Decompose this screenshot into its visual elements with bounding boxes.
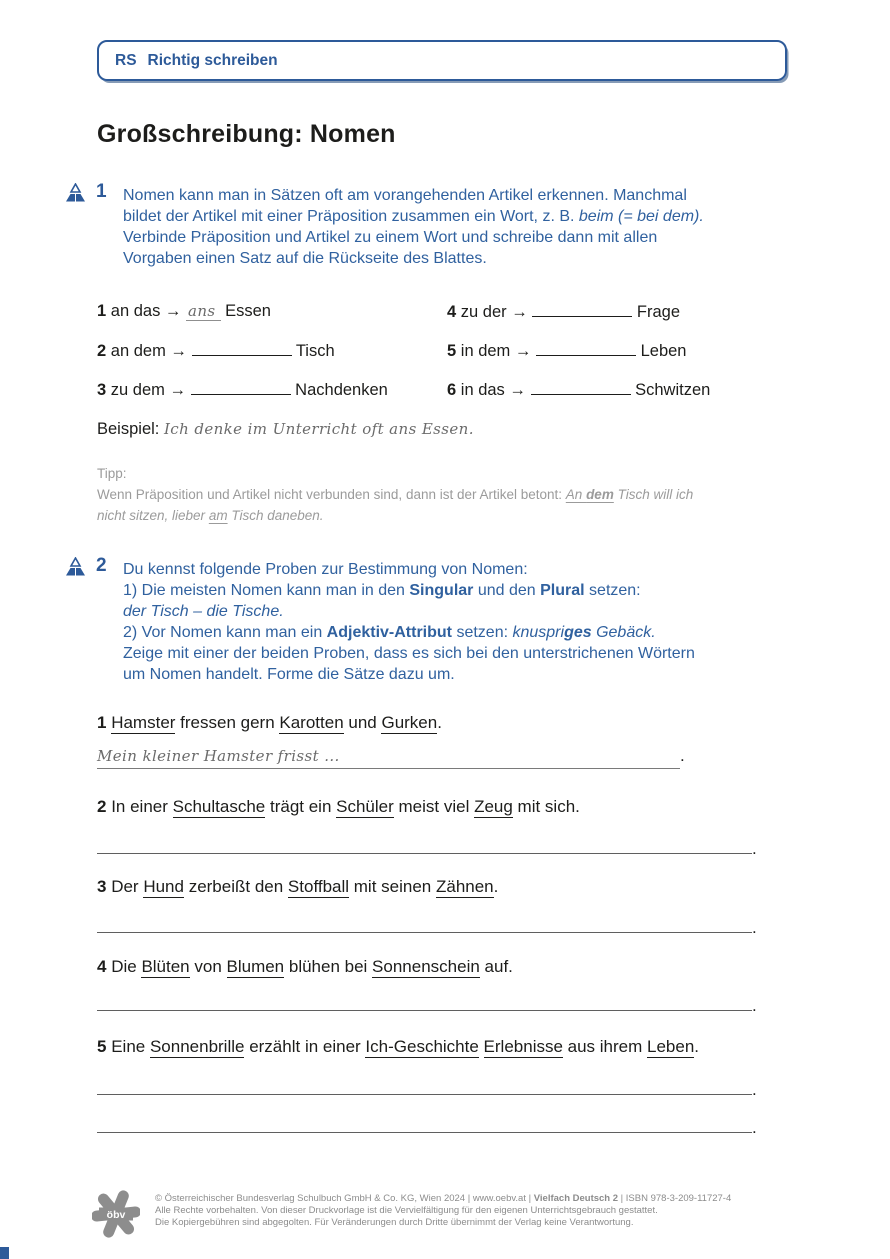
svg-text:öbv: öbv	[106, 1208, 126, 1221]
page-title: Großschreibung: Nomen	[97, 120, 396, 148]
subject-code: RS	[115, 51, 137, 69]
exercise1-item-1: 1 an das → ans Essen	[97, 302, 271, 320]
answer-line-1: Mein kleiner Hamster frisst ... .	[97, 746, 685, 769]
fill-blank	[531, 380, 631, 395]
sentence-1: 1 Hamster fressen gern Karotten und Gurken.	[97, 713, 442, 732]
task-1-number: 1	[96, 181, 107, 202]
difficulty-pyramid-icon	[63, 557, 88, 582]
instruction-line: der Tisch – die Tische.	[123, 603, 284, 620]
sentence-5: 5 Eine Sonnenbrille erzählt in einer Ich-Geschichte Erlebnisse aus ihrem Leben.	[97, 1037, 700, 1056]
instruction-line: Vorgaben einen Satz auf die Rückseite des Blattes.	[123, 250, 487, 267]
exercise1-item-5: 5 in dem → Leben	[447, 342, 687, 360]
arrow-right-icon: →	[511, 303, 528, 321]
instruction-line: Du kennst folgende Proben zur Bestimmung von Nomen:	[123, 561, 528, 578]
footer-line-2: Alle Rechte vorbehalten. Von dieser Druckvorlage ist die Vervielfältigung für den eigenen Unterrichtsgebrauch gestattet.	[155, 1204, 658, 1216]
footer-line-3: Die Kopiergebühren sind abgegolten. Für Veränderungen durch Dritte übernimmt der Verlag keine Verantwortung.	[155, 1216, 634, 1228]
example-row	[97, 420, 474, 439]
answer-line-3: .	[97, 918, 757, 938]
instruction-line: Nomen kann man in Sätzen oft am vorangehenden Artikel erkennen. Manchmal	[123, 187, 687, 204]
fill-blank	[532, 302, 632, 317]
example-handwriting: Ich denke im Unterricht oft ans Essen.	[163, 420, 474, 438]
example-label: Beispiel:	[97, 420, 160, 438]
oebv-logo	[92, 1188, 140, 1245]
instruction-line: Verbinde Präposition und Artikel zu einem Wort und schreibe dann mit allen	[123, 229, 658, 246]
filled-answer: ans	[186, 302, 221, 321]
exercise1-item-6: 6 in das → Schwitzen	[447, 381, 711, 399]
arrow-right-icon: →	[164, 302, 182, 320]
difficulty-pyramid-icon	[63, 183, 88, 208]
fill-blank	[192, 341, 292, 356]
task-1-instruction	[123, 185, 783, 269]
arrow-right-icon: →	[170, 342, 187, 360]
exercise1-item-3: 3 zu dem → Nachdenken	[97, 381, 388, 399]
subject-label: Richtig schreiben	[147, 51, 278, 69]
instruction-line: um Nomen handelt. Forme die Sätze dazu um.	[123, 666, 455, 683]
arrow-right-icon: →	[509, 381, 526, 399]
arrow-right-icon: →	[169, 381, 186, 399]
exercise1-item-4: 4 zu der → Frage	[447, 303, 681, 321]
tip-label: Tipp:	[97, 466, 127, 481]
instruction-line: 1) Die meisten Nomen kann man in den Singular und den Plural setzen:	[123, 582, 641, 599]
fill-blank	[191, 380, 291, 395]
instruction-line: 2) Vor Nomen kann man ein Adjektiv-Attribut setzen: knuspriges Gebäck.	[123, 624, 656, 641]
answer-line-2: .	[97, 839, 757, 859]
task-2-number: 2	[96, 555, 107, 576]
footer-copyright	[155, 1193, 731, 1228]
instruction-line: bildet der Artikel mit einer Präposition zusammen ein Wort, z. B. beim (= bei dem).	[123, 208, 704, 225]
header-badge	[97, 40, 787, 81]
footer-line-1: © Österreichischer Bundesverlag Schulbuch GmbH & Co. KG, Wien 2024 | www.oebv.at | Vielfach Deutsch 2 | ISBN 978-3-209-11727-4	[155, 1193, 732, 1204]
tip-line: Wenn Präposition und Artikel nicht verbunden sind, dann ist der Artikel betont: An dem Tisch will ich	[97, 487, 694, 502]
exercise1-item-2: 2 an dem → Tisch	[97, 342, 335, 360]
sentence-3: 3 Der Hund zerbeißt den Stoffball mit seinen Zähnen.	[97, 877, 499, 896]
fill-blank	[536, 341, 636, 356]
tip-line: nicht sitzen, lieber am Tisch daneben.	[97, 508, 324, 523]
answer-line-5: .	[97, 1080, 757, 1100]
sentence-4: 4 Die Blüten von Blumen blühen bei Sonnenschein auf.	[97, 957, 513, 976]
instruction-line: Zeige mit einer der beiden Proben, dass es sich bei den unterstrichenen Wörtern	[123, 645, 695, 662]
task-2-instruction	[123, 559, 783, 685]
answer-handwriting: Mein kleiner Hamster frisst ...	[97, 747, 340, 765]
tip-block	[97, 463, 777, 526]
answer-line-6: .	[97, 1118, 757, 1138]
page-corner-mark	[0, 1247, 9, 1259]
sentence-2: 2 In einer Schultasche trägt ein Schüler meist viel Zeug mit sich.	[97, 797, 580, 816]
answer-line-4: .	[97, 996, 757, 1016]
arrow-right-icon: →	[514, 342, 532, 360]
